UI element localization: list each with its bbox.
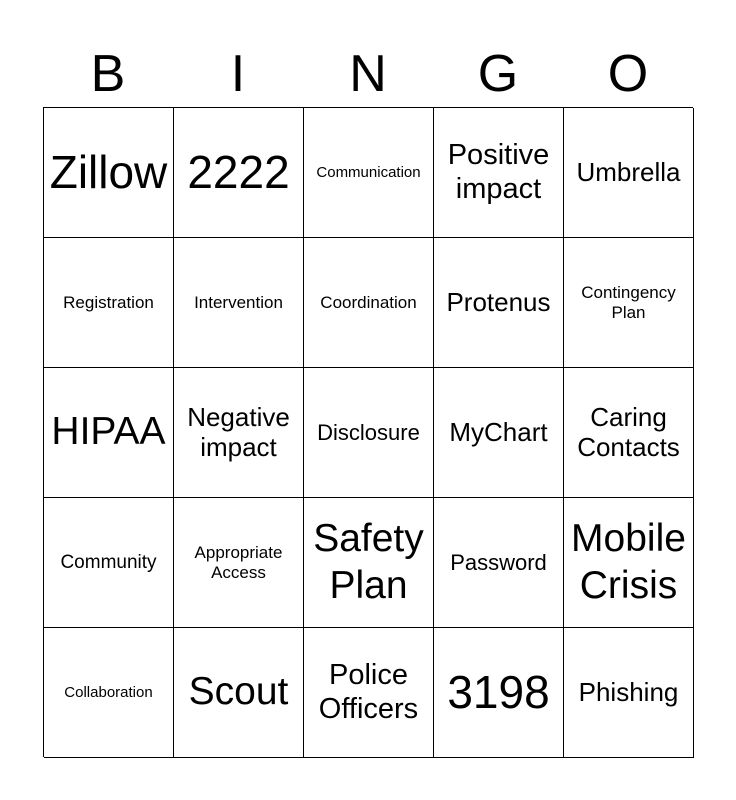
cell-text: Disclosure (317, 419, 420, 445)
cell-text: Communication (316, 163, 421, 181)
bingo-cell-r4c5 (564, 498, 694, 628)
cell-text: MyChart (449, 416, 548, 447)
bingo-cell-r5c2 (174, 628, 304, 758)
cell-text: Caring Contacts (577, 401, 680, 462)
bingo-header (43, 40, 693, 108)
cell-text: Police Officers (318, 659, 419, 725)
bingo-cell-r2c3 (304, 238, 434, 368)
cell-text: 3198 (447, 666, 550, 719)
cell-text: Password (450, 549, 547, 575)
bingo-cell-r2c1 (44, 238, 174, 368)
cell-text: Appropriate Access (194, 542, 283, 582)
bingo-cell-r5c5 (564, 628, 694, 758)
bingo-cell-r3c5 (564, 368, 694, 498)
header-letter-n: N (349, 45, 387, 103)
bingo-cell-r5c1 (44, 628, 174, 758)
cell-text: Mobile Crisis (571, 516, 686, 607)
header-letter-g: G (477, 45, 519, 103)
bingo-cell-r3c3 (304, 368, 434, 498)
bingo-cell-r1c4 (434, 108, 564, 238)
bingo-cell-r4c2 (174, 498, 304, 628)
bingo-cell-r2c4 (434, 238, 564, 368)
bingo-cell-r3c1 (44, 368, 174, 498)
bingo-cell-r4c3 (304, 498, 434, 628)
cell-text: 2222 (187, 146, 290, 199)
bingo-cell-r2c5 (564, 238, 694, 368)
bingo-cell-r1c1 (44, 108, 174, 238)
bingo-cell-r1c2 (174, 108, 304, 238)
cell-text: Contingency Plan (581, 282, 676, 322)
cell-text: Intervention (194, 292, 283, 312)
cell-text: Collaboration (64, 683, 153, 701)
cell-text: Scout (188, 670, 289, 714)
bingo-cell-r5c3 (304, 628, 434, 758)
bingo-cell-r3c2 (174, 368, 304, 498)
bingo-cell-r3c4 (434, 368, 564, 498)
bingo-cell-r4c4 (434, 498, 564, 628)
cell-text: Negative impact (187, 401, 290, 462)
bingo-grid (43, 107, 693, 757)
cell-text: Positive impact (447, 139, 550, 205)
cell-text: Zillow (49, 146, 168, 199)
header-letter-o: O (607, 45, 649, 103)
header-letter-i: I (230, 45, 246, 103)
cell-text: Phishing (578, 676, 679, 707)
cell-text: Registration (63, 292, 154, 312)
header-letter-b: B (90, 45, 126, 103)
cell-text: HIPAA (51, 410, 166, 454)
bingo-cell-r1c5 (564, 108, 694, 238)
cell-text: Community (60, 551, 157, 573)
bingo-cell-r2c2 (174, 238, 304, 368)
bingo-cell-r4c1 (44, 498, 174, 628)
cell-text: Protenus (446, 286, 551, 317)
cell-text: Umbrella (576, 156, 681, 187)
bingo-cell-r5c4 (434, 628, 564, 758)
cell-text: Coordination (320, 292, 417, 312)
bingo-cell-r1c3 (304, 108, 434, 238)
cell-text: Safety Plan (313, 516, 424, 607)
